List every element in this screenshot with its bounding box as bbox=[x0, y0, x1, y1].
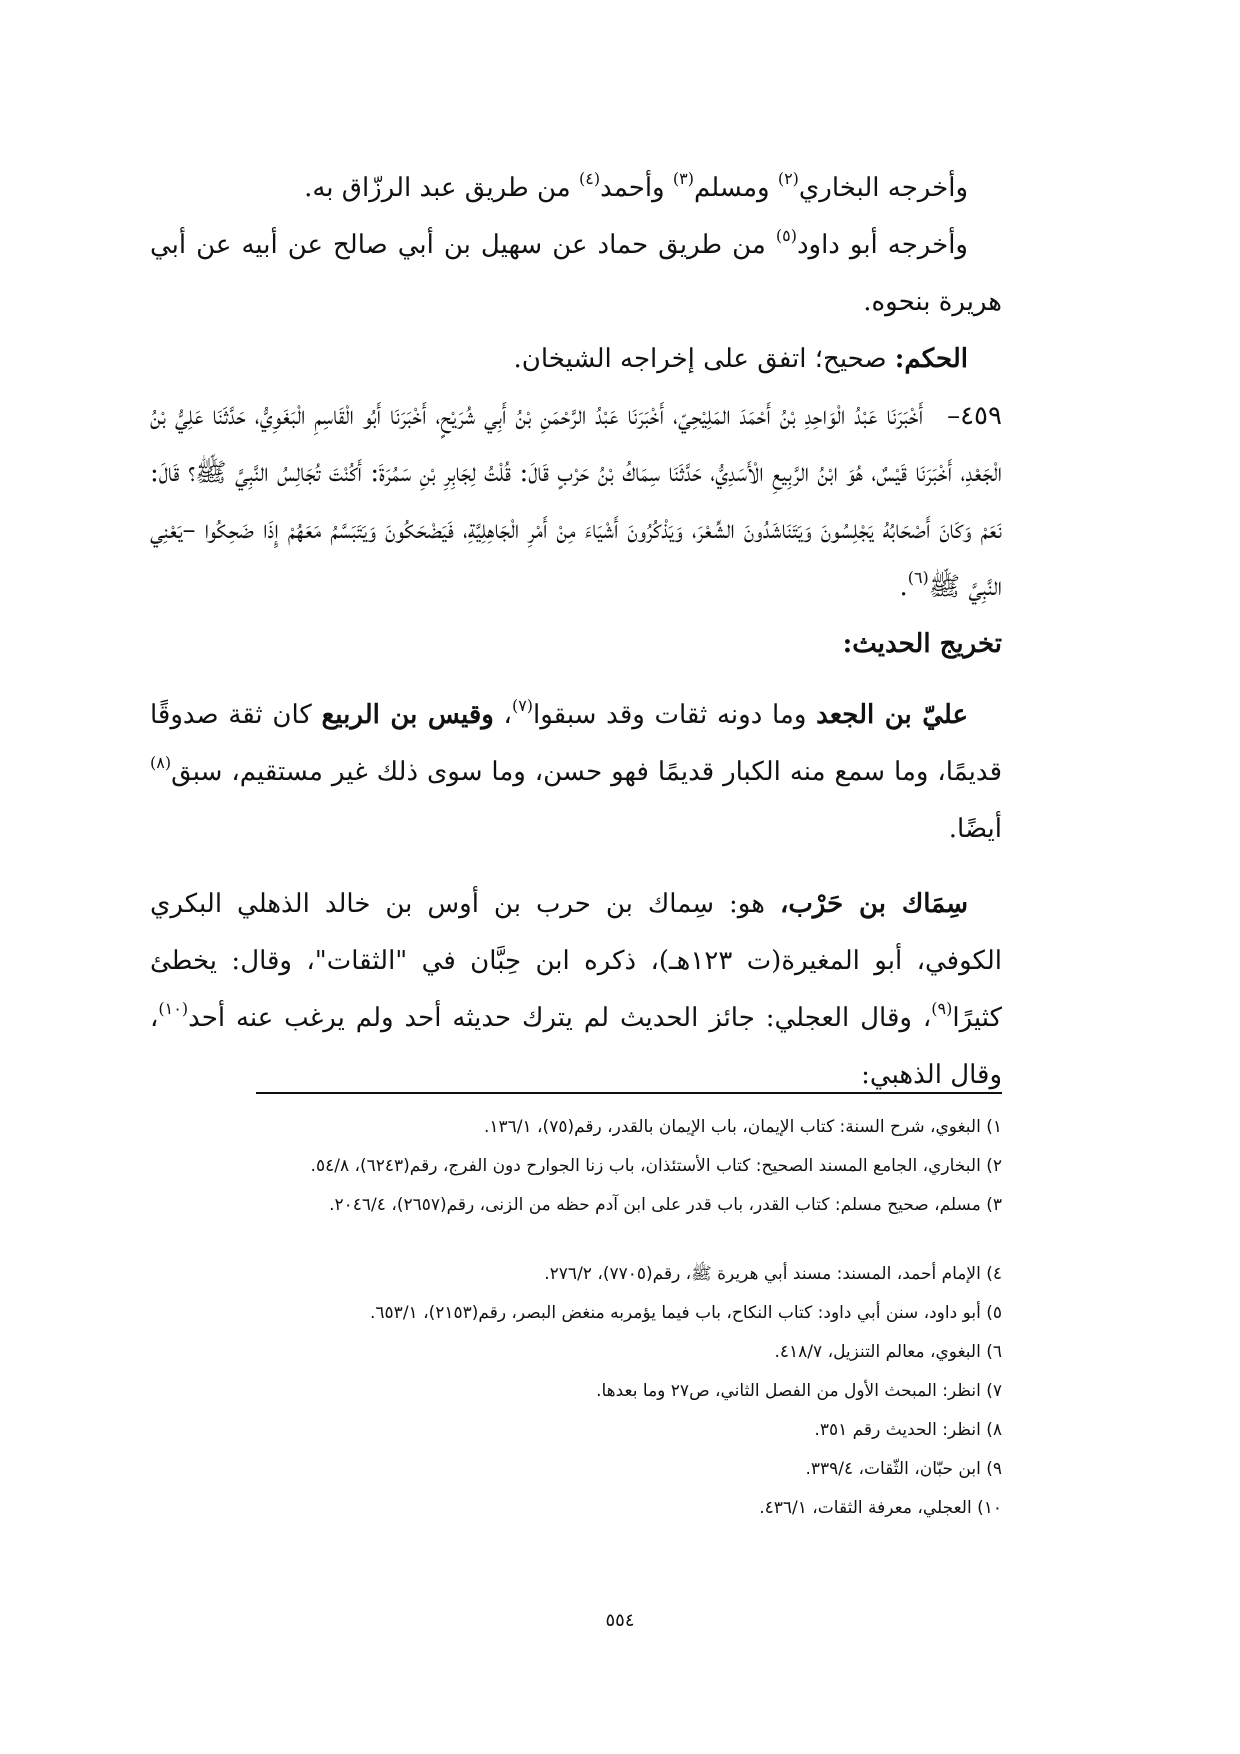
text-run: هو: سِماك بن حرب بن أوس بن خالد الذهلي البكري الكوفي، أبو المغيرة(ت ١٢٣هـ)، ذكره ابن حِبَّان في "الثقات"، وقال: يخطئ كثيرًا bbox=[150, 889, 1003, 1033]
footnote-7: ٧) انظر: المبحث الأول من الفصل الثاني، ص٢٧ وما بعدها. bbox=[596, 1381, 1002, 1401]
text-run: ، وقال الذهبي: bbox=[150, 1003, 1002, 1090]
text-run: صحيح؛ اتفق على إخراجه الشيخان. bbox=[513, 344, 895, 374]
narrator-name: عليّ بن الجعد bbox=[816, 700, 968, 730]
narrator-name: سِمَاك بن حَرْب، bbox=[779, 889, 968, 919]
footnote-ref[interactable]: (٩) bbox=[931, 999, 953, 1018]
footnote-ref[interactable]: (٣) bbox=[672, 169, 694, 188]
footnote-6: ٦) البغوي، معالم التنزيل، ٤١٨/٧. bbox=[774, 1342, 1002, 1362]
footnote-ref[interactable]: (١٠) bbox=[158, 999, 189, 1018]
main-text bbox=[150, 160, 1002, 1104]
paragraph-takhrij-1 bbox=[150, 160, 1002, 217]
hukm-label: الحكم: bbox=[894, 344, 968, 374]
footnotes bbox=[150, 1108, 1002, 1528]
page-number: ٥٥٤ bbox=[605, 1610, 635, 1631]
footnote-2: ٢) البخاري، الجامع المسند الصحيح: كتاب الأستئذان، باب زنا الجوارح دون الفرج، رقم(٦٢٤٣)، ٥٤/٨. bbox=[310, 1156, 1002, 1176]
paragraph-narrators bbox=[150, 687, 1002, 858]
paragraph-simak bbox=[150, 876, 1002, 1104]
narrator-name: وقيس بن الربيع bbox=[321, 700, 494, 730]
footnote-ref[interactable]: (٧) bbox=[511, 696, 534, 715]
text-run: ، وقال العجلي: جائز الحديث لم يترك حديثه أحد ولم يرغب عنه أحد bbox=[188, 1003, 932, 1033]
text-run: من طريق عبد الرزّاق به. bbox=[304, 173, 579, 203]
hadith-number: ٤٥٩– bbox=[947, 401, 1002, 431]
footnote-4: ٤) الإمام أحمد، المسند: مسند أبي هريرة ﷺ، رقم(٧٧٠٥)، ٢٧٦/٢. bbox=[544, 1264, 1002, 1284]
text-run: وأحمد bbox=[600, 173, 673, 203]
text-run: أيضًا. bbox=[948, 814, 1002, 844]
footnote-9: ٩) ابن حبّان، الثّقات، ٣٣٩/٤. bbox=[805, 1459, 1002, 1479]
text-run: . bbox=[899, 572, 908, 602]
footnote-ref[interactable]: (٢) bbox=[777, 169, 799, 188]
footnote-1: ١) البغوي، شرح السنة: كتاب الإيمان، باب الإيمان بالقدر، رقم(٧٥)، ١٣٦/١. bbox=[483, 1117, 1002, 1137]
footnote-list bbox=[150, 1108, 1002, 1528]
footnote-3: ٣) مسلم، صحيح مسلم: كتاب القدر، باب قدر على ابن آدم حظه من الزنى، رقم(٢٦٥٧)، ٢٠٤٦/٤. bbox=[329, 1195, 1002, 1215]
footnote-ref[interactable]: (٨) bbox=[150, 753, 172, 772]
text-run: كان ثقة صدوقًا قديمًا، وما سمع منه الكبار قديمًا فهو حسن، وما سوى ذلك غير مستقيم، سبق bbox=[150, 700, 1002, 787]
footnote-ref[interactable]: (٥) bbox=[775, 226, 797, 245]
hadith-text bbox=[150, 388, 1002, 616]
footnote-divider bbox=[256, 1092, 1002, 1094]
text-run: من طريق حماد عن سهيل بن أبي صالح عن أبيه عن أبي هريرة بنحوه. bbox=[150, 230, 1002, 317]
text-run: وأخرجه أبو داود bbox=[796, 230, 968, 260]
text-run: وما دونه ثقات وقد سبقوا bbox=[533, 700, 817, 730]
footnote-ref[interactable]: (٦) bbox=[907, 568, 929, 587]
footnote-ref[interactable]: (٤) bbox=[578, 169, 601, 188]
text-run: ، bbox=[493, 700, 512, 730]
paragraph-hukm bbox=[150, 331, 1002, 388]
text-run: أَخْبَرَنَا عَبْدُ الْوَاحِدِ بْنُ أَحْمَدَ المَلِيْحِيّ، أَخْبَرَنَا عَبْدُ الرَّحْمَنِ بْنُ أَبِي شُرَيْحٍ، أَخْبَرَنَا أَبُو الْقَاسِمِ الْبَغَوِيُّ، حَدَّثَنَا عَلِيُّ بْنُ الْجَعْدِ، أَخْبَرَنَا قَيْسٌ، هُوَ ابْنُ الرَّبِيعِ الْأَسَدِيُّ، حَدَّثَنَا سِمَاكُ بْنُ حَرْبٍ قَالَ: قُلْتُ لِجَابِرِ بْنِ سَمُرَةَ: أَكُنْتَ تُجَالِسُ النَّبِيَّ ﷺ؟ قَالَ: نَعَمْ وَكَانَ أَصْحَابُهُ يَجْلِسُونَ وَيَتَنَاشَدُونَ الشِّعْرَ، وَيَذْكُرُونَ أَشْيَاءَ مِنْ أَمْرِ الْجَاهِلِيَّةِ، فَيَضْحَكُونَ وَيَتَبَسَّمُ مَعَهُمْ إِذَا ضَحِكُوا –يَعْنِي النَّبِيَّ ﷺ bbox=[150, 401, 1002, 602]
footnote-10: ١٠) العجلي، معرفة الثقات، ٤٣٦/١. bbox=[759, 1498, 1002, 1518]
text-run: وأخرجه البخاري bbox=[798, 173, 968, 203]
text-run: ومسلم bbox=[693, 173, 778, 203]
footnote-8: ٨) انظر: الحديث رقم ٣٥١. bbox=[814, 1420, 1002, 1440]
footnote-5: ٥) أبو داود، سنن أبي داود: كتاب النكاح، باب فيما يؤمربه منغض البصر، رقم(٢١٥٣)، ٦٥٣/١. bbox=[370, 1303, 1002, 1323]
section-heading: تخريج الحديث: bbox=[842, 629, 1002, 659]
paragraph-takhrij-2 bbox=[150, 217, 1002, 331]
